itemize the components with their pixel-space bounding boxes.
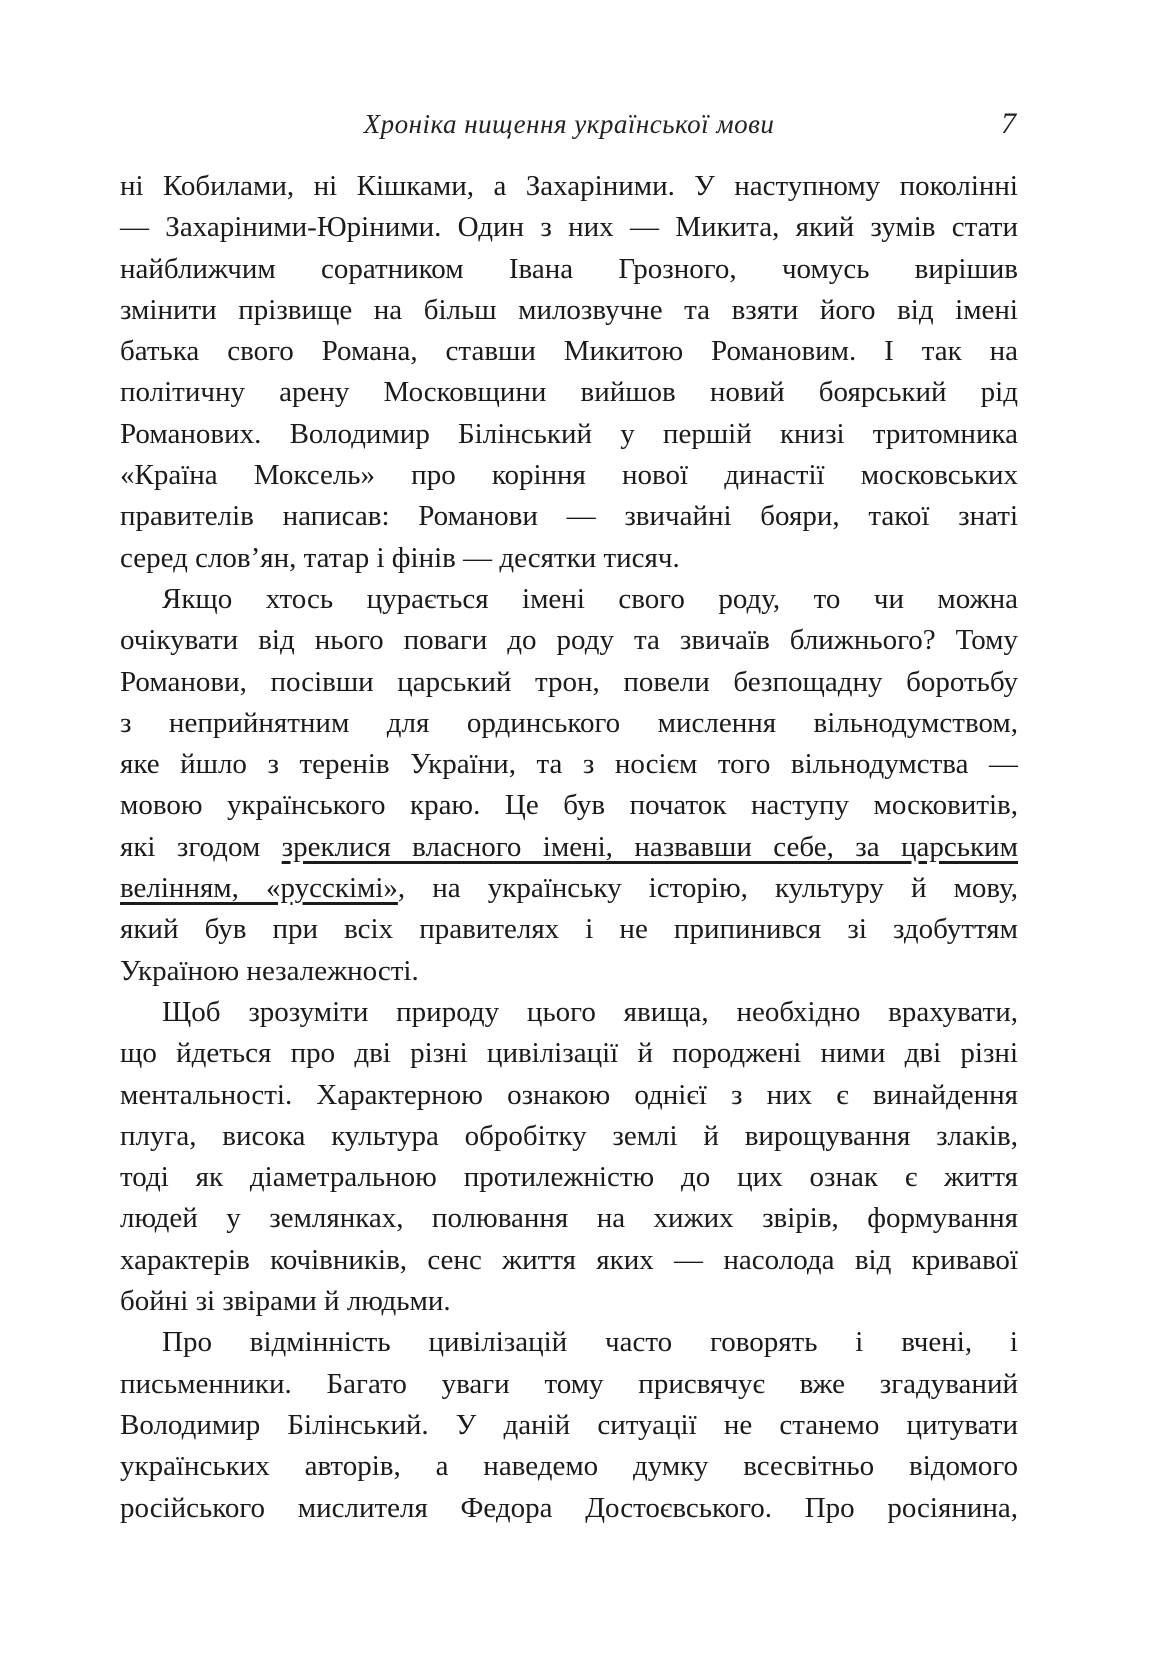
text-segment: ні Кобилами, ні Кішками, а Захаріними. У наступному поколінні [120, 170, 1018, 202]
running-title: Хроніка нищення української мови [363, 109, 775, 139]
text-line [120, 579, 1018, 620]
text-line [120, 372, 1018, 413]
text-segment: Якщо хтось цурається імені свого роду, то чи можна [162, 582, 1018, 615]
underlined-text: велінням, «русскімі» [120, 872, 398, 905]
text-segment: політичну арену Московщини вийшов новий боярський рід [120, 376, 1018, 409]
text-line [120, 538, 1018, 579]
text-line [120, 1446, 1018, 1487]
text-line [120, 1033, 1018, 1074]
text-segment: яке йшло з теренів України, та з носієм того вільнодумства — [120, 748, 1018, 781]
text-segment: правителів написав: Романови — звичайні бояри, такої знаті [120, 500, 1018, 533]
page-header [120, 102, 1018, 146]
text-line [120, 1116, 1018, 1157]
text-segment: письменники. Багато уваги тому присвячує вже згадуваний [120, 1367, 1018, 1400]
text-segment: Романових. Володимир Білінський у першій книзі тритомника [120, 417, 1018, 450]
text-line [120, 1488, 1018, 1529]
text-segment: найближчим соратником Івана Грозного, чомусь вирішив [120, 252, 1018, 285]
text-segment: які згодом [120, 830, 282, 863]
text-line [120, 620, 1018, 661]
underlined-text: зреклися власного імені, назвавши себе, за царським [281, 830, 1018, 863]
text-segment: Про відмінність цивілізацій часто говорять і вчені, і [162, 1326, 1018, 1359]
text-segment: тоді як діаметральною протилежністю до цих ознак є життя [120, 1161, 1018, 1194]
text-line [120, 496, 1018, 537]
text-segment: українських авторів, а наведемо думку всесвітньо відомого [120, 1450, 1018, 1483]
text-line [120, 703, 1018, 744]
paragraph-indent [120, 1020, 162, 1021]
text-segment: Україною незалежності. [120, 954, 419, 987]
text-segment: бойні зі звірами й людьми. [120, 1285, 451, 1318]
text-line [120, 744, 1018, 785]
text-line [120, 1281, 1018, 1322]
text-line [120, 868, 1018, 909]
text-segment: людей у землянках, полювання на хижих звірів, формування [120, 1202, 1018, 1235]
text-line [120, 249, 1018, 290]
text-line [120, 909, 1018, 950]
text-segment: який був при всіх правителях і не припинився зі здобуттям [120, 913, 1018, 946]
text-line [120, 414, 1018, 455]
text-segment: очікувати від нього поваги до роду та звичаїв ближнього? Тому [120, 624, 1018, 657]
text-segment: змінити прізвище на більш милозвучне та взяти його від імені [120, 293, 1018, 326]
text-segment: — Захаріними-Юріними. Один з них — Микита, який зумів стати [120, 211, 1018, 244]
text-line [120, 166, 1018, 207]
text-line [120, 290, 1018, 331]
text-line [120, 951, 1018, 992]
text-segment: ментальності. Характерною ознакою однієї з них є винайдення [120, 1078, 1018, 1111]
text-line [120, 1157, 1018, 1198]
text-segment: «Країна Моксель» про коріння нової династії московських [120, 459, 1018, 492]
text-segment: мовою українського краю. Це був початок наступу московитів, [120, 789, 1018, 822]
text-line [120, 1075, 1018, 1116]
text-segment: батька свого Романа, ставши Микитою Романовим. І так на [120, 335, 1018, 368]
text-line [120, 455, 1018, 496]
text-line [120, 785, 1018, 826]
text-segment: Щоб зрозуміти природу цього явища, необхідно врахувати, [162, 995, 1018, 1028]
text-segment: Володимир Білінський. У даній ситуації не станемо цитувати [120, 1408, 1018, 1441]
text-segment: Романови, посівши царський трон, повели безпощадну боротьбу [120, 665, 1018, 698]
text-segment: що йдеться про дві різні цивілізації й породжені ними дві різні [120, 1037, 1018, 1070]
text-line [120, 827, 1018, 868]
text-line [120, 1240, 1018, 1281]
text-segment: російського мислителя Федора Достоєвського. Про росіянина, [120, 1491, 1018, 1524]
paragraph-indent [120, 607, 162, 608]
body-text [120, 166, 1018, 1529]
page-number: 7 [1001, 107, 1016, 140]
text-line [120, 1364, 1018, 1405]
text-line [120, 207, 1018, 248]
text-line [120, 662, 1018, 703]
text-segment: з неприйнятним для ординського мислення вільнодумством, [120, 706, 1018, 739]
text-segment: , на українську історію, культуру й мову, [397, 872, 1018, 905]
text-segment: характерів кочівників, сенс життя яких — насолода від кривавої [120, 1243, 1018, 1276]
paragraph-indent [120, 1350, 162, 1351]
text-segment: серед слов’ян, татар і фінів — десятки тисяч. [120, 541, 680, 574]
text-line [120, 1405, 1018, 1446]
text-line [120, 1322, 1018, 1363]
text-line [120, 1198, 1018, 1239]
text-line [120, 992, 1018, 1033]
text-line [120, 331, 1018, 372]
text-segment: плуга, висока культура обробітку землі й вирощування злаків, [120, 1119, 1018, 1152]
